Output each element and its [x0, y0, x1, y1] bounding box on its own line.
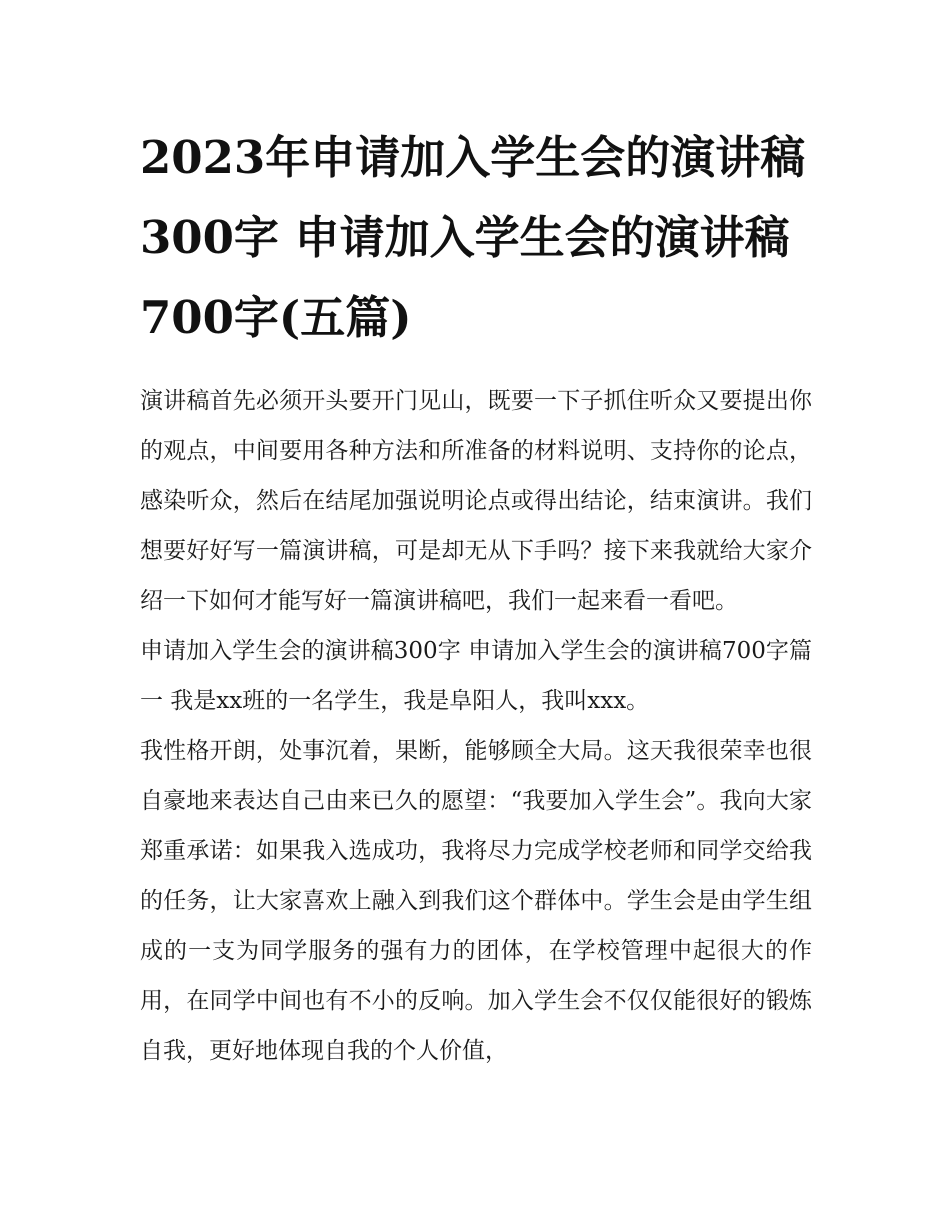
document-title: 2023年申请加入学生会的演讲稿300字 申请加入学生会的演讲稿700字(五篇): [140, 131, 806, 344]
document-page: [140, 118, 812, 1076]
paragraph-heading-intro: 申请加入学生会的演讲稿300字 申请加入学生会的演讲稿700字篇一 我是xx班的一名学生，我是阜阳人，我叫xxx。: [140, 638, 812, 714]
paragraph-main: 我性格开朗，处事沉着，果断，能够顾全大局。这天我很荣幸也很自豪地来表达自己由来已久的愿望：“我要加入学生会”。我向大家郑重承诺：如果我入选成功，我将尽力完成学校老师和同学交给我的任务，让大家喜欢上融入到我们这个群体中。学生会是由学生组成的一支为同学服务的强有力的团体，在学校管理中起很大的作用，在同学中间也有不小的反响。加入学生会不仅仅能很好的锻炼自我，更好地体现自我的个人价值，: [140, 738, 812, 1064]
paragraph-intro: 演讲稿首先必须开头要开门见山，既要一下子抓住听众又要提出你的观点，中间要用各种方法和所准备的材料说明、支持你的论点，感染听众，然后在结尾加强说明论点或得出结论，结束演讲。我们想要好好写一篇演讲稿，可是却无从下手吗？接下来我就给大家介绍一下如何才能写好一篇演讲稿吧，我们一起来看一看吧。: [140, 388, 812, 614]
document-body: [140, 376, 812, 1076]
